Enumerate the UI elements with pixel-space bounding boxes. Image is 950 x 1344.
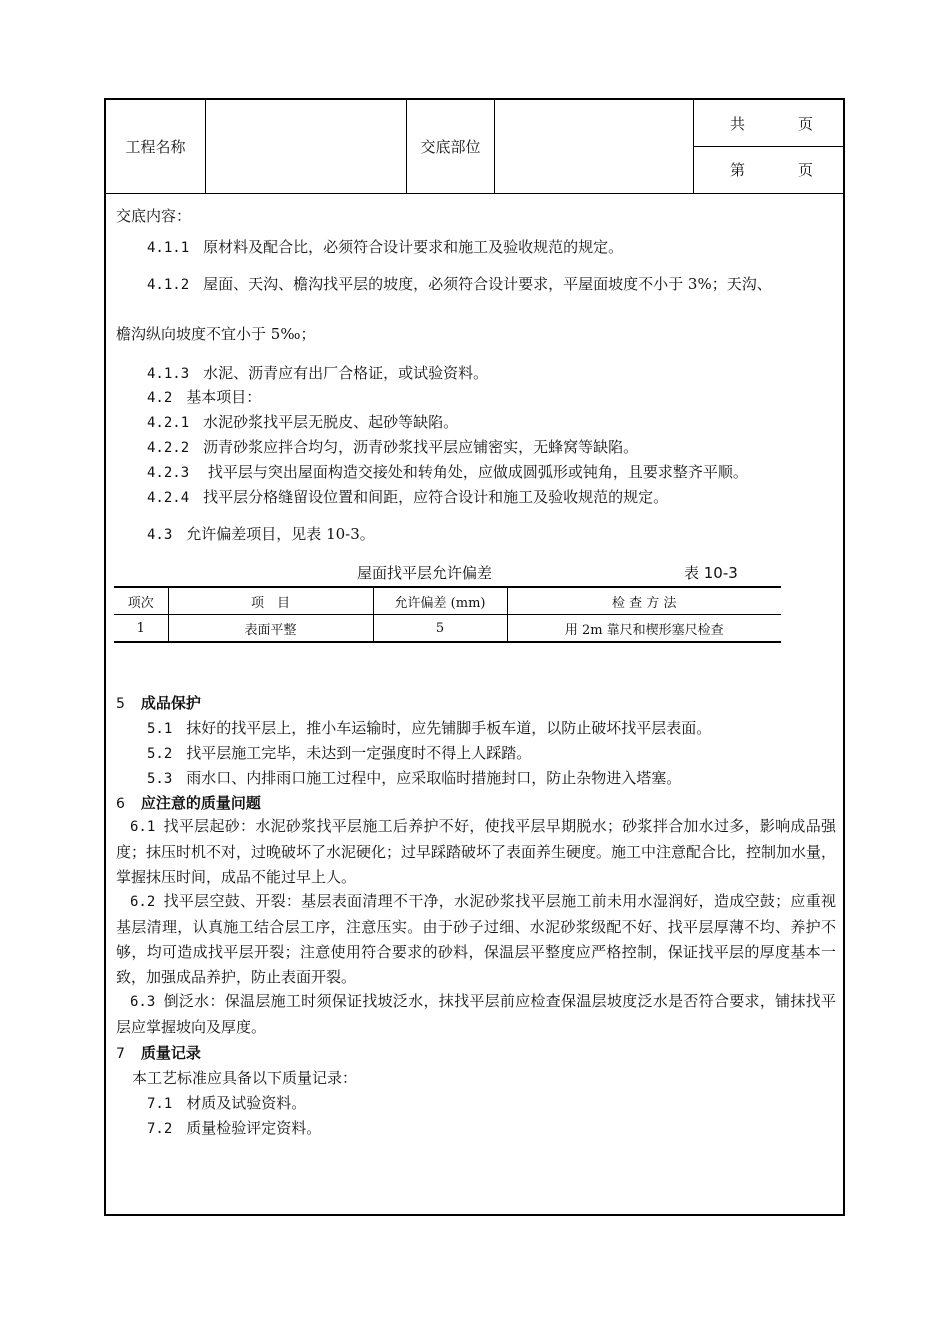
item-4-1-2-cont: 檐沟纵向坡度不宜小于 5‰； xyxy=(116,325,316,343)
section-7-intro: 本工艺标准应具备以下质量记录： xyxy=(132,1069,358,1087)
item-7-1: 7.1 材质及试验资料。 xyxy=(147,1094,307,1112)
location-field[interactable] xyxy=(495,100,694,193)
item-4-3: 4.3 允许偏差项目，见表 10-3。 xyxy=(147,525,375,543)
location-label: 交底部位 xyxy=(407,100,495,193)
item-5-2: 5.2 找平层施工完毕，未达到一定强度时不得上人踩踏。 xyxy=(147,744,532,762)
item-4-2: 4.2 基本项目： xyxy=(147,388,262,406)
deviation-table xyxy=(114,586,781,643)
table-header-row xyxy=(114,587,781,615)
project-name-label: 工程名称 xyxy=(106,100,206,193)
item-6-2: 6.2 找平层空鼓、开裂：基层表面清理不干净，水泥砂浆找平层施工前未用水湿润好，造成空鼓；应重视基层清理，认真施工结合层工序，注意压实。由于砂子过细、水泥砂浆级配不好、找平层厚薄不均、养护不够，均可造成找平层开裂；注意使用符合要求的砂料，保温层平整度应严格控制，保证找平层的厚度基本一致，加强成品养护，防止表面开裂。 xyxy=(116,892,836,986)
item-5-3: 5.3 雨水口、内排雨口施工过程中，应采取临时措施封口，防止杂物进入塔塞。 xyxy=(147,769,682,787)
section-7-heading: 7 质量记录 xyxy=(116,1044,201,1062)
table-cell: 5 xyxy=(373,615,507,643)
section-6-heading: 6 应注意的质量问题 xyxy=(116,794,261,812)
item-6-1: 6.1 找平层起砂：水泥砂浆找平层施工后养护不好，使找平层早期脱水；砂浆拌合加水过多，影响成品强度；抹压时机不对，过晚破坏了水泥硬化；过早踩踏破坏了表面养生硬度。施工中注意配合比，控制加水量，掌握抹压时间，成品不能过早上人。 xyxy=(116,817,837,886)
item-4-2-4: 4.2.4 找平层分格缝留设位置和间距，应符合设计和施工及验收规范的规定。 xyxy=(147,488,669,506)
table-cell: 用 2m 靠尺和楔形塞尺检查 xyxy=(507,615,781,643)
item-7-2: 7.2 质量检验评定资料。 xyxy=(147,1119,322,1137)
table-number: 表 10-3 xyxy=(684,564,738,582)
table-cell: 表面平整 xyxy=(168,615,373,643)
content-label: 交底内容： xyxy=(116,207,192,225)
item-4-2-2: 4.2.2 沥青砂浆应拌合均匀，沥青砂浆找平层应铺密实，无蜂窝等缺陷。 xyxy=(147,438,639,456)
item-4-1-2: 4.1.2 屋面、天沟、檐沟找平层的坡度，必须符合设计要求，平屋面坡度不小于 3%；天沟、 xyxy=(147,275,772,293)
table-header-cell: 检 查 方 法 xyxy=(507,587,781,615)
table-row xyxy=(114,615,781,643)
table-header-cell: 允许偏差 (mm) xyxy=(373,587,507,615)
item-5-1: 5.1 抹好的找平层上，推小车运输时，应先铺脚手板车道，以防止破坏找平层表面。 xyxy=(147,719,712,737)
section-5-heading: 5 成品保护 xyxy=(116,694,201,712)
table-caption: 屋面找平层允许偏差 xyxy=(357,564,493,582)
total-pages: 共 页 xyxy=(694,100,843,147)
table-header-cell: 项 目 xyxy=(168,587,373,615)
table-header-cell: 项次 xyxy=(114,587,168,615)
page-count-cell xyxy=(694,100,843,193)
item-4-2-3: 4.2.3 找平层与突出屋面构造交接处和转角处，应做成圆弧形或钝角，且要求整齐平顺。 xyxy=(147,463,748,481)
disclosure-form-frame xyxy=(104,98,845,1216)
item-4-1-3: 4.1.3 水泥、沥青应有出厂合格证，或试验资料。 xyxy=(147,364,489,382)
item-4-2-1: 4.2.1 水泥砂浆找平层无脱皮、起砂等缺陷。 xyxy=(147,413,459,431)
table-cell: 1 xyxy=(114,615,168,643)
form-header xyxy=(106,100,843,194)
project-name-field[interactable] xyxy=(206,100,407,193)
item-4-1-1: 4.1.1 原材料及配合比，必须符合设计要求和施工及验收规范的规定。 xyxy=(147,238,624,256)
item-6-3: 6.3 倒泛水：保温层施工时须保证找坡泛水，抹找平层前应检查保温层坡度泛水是否符合要求，铺抹找平层应掌握坡向及厚度。 xyxy=(116,992,836,1036)
page-number: 第 页 xyxy=(730,161,814,179)
